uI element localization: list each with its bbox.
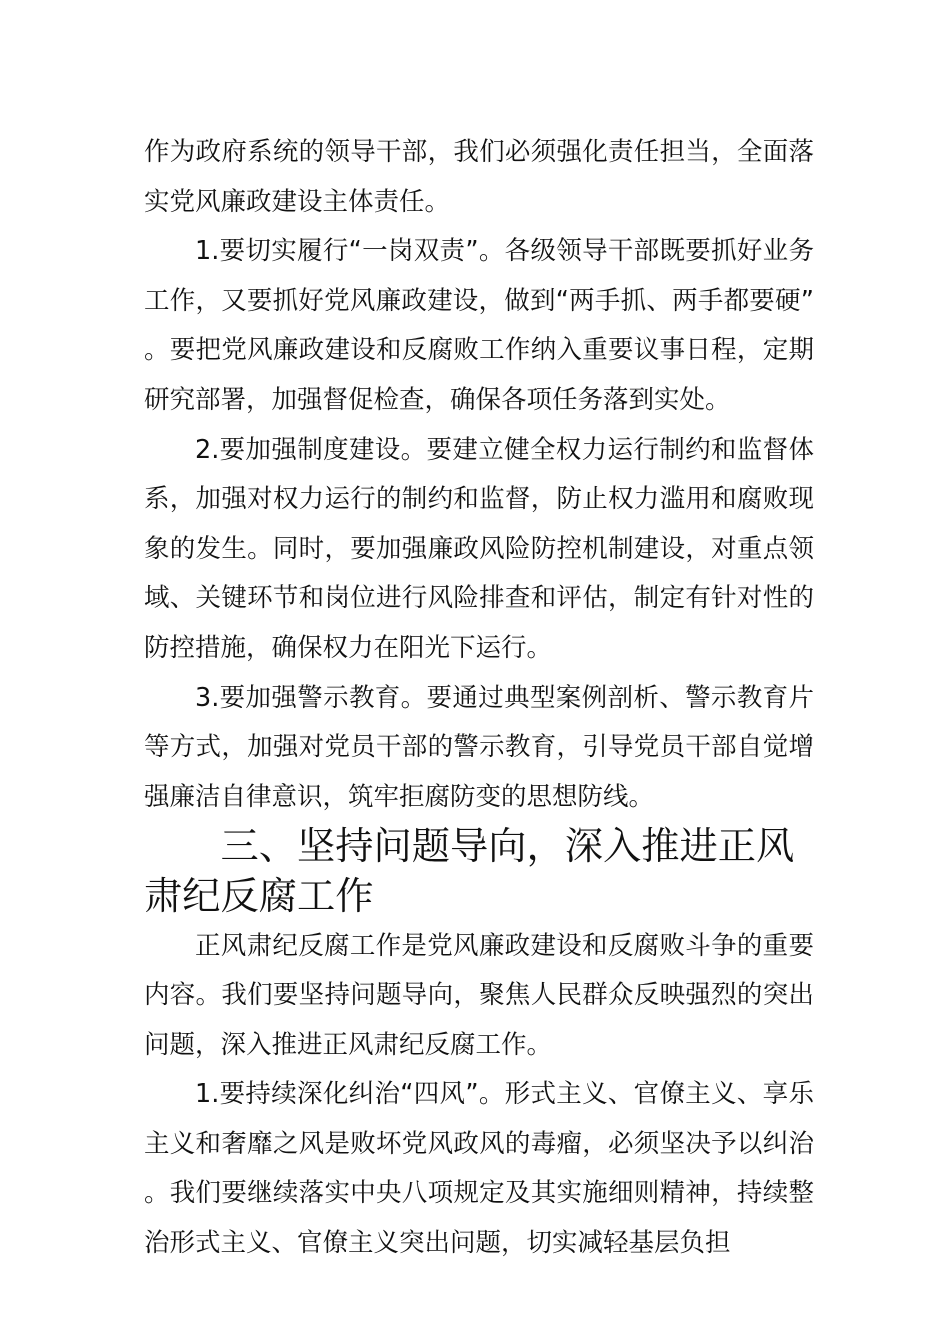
- paragraph-section-item-1: 1.要持续深化纠治“四风”。形式主义、官僚主义、享乐主义和奢靡之风是败坏党风政风的毒瘤，必须坚决予以纠治。我们要继续落实中央八项规定及其实施细则精神，持续整治形式主义、官僚主义突出问题，切实减轻基层负担: [144, 1079, 814, 1259]
- section-heading-3: 三、坚持问题导向，深入推进正风肃纪反腐工作: [144, 824, 795, 919]
- paragraph-item-2: 2.要加强制度建设。要建立健全权力运行制约和监督体系，加强对权力运行的制约和监督，防止权力滥用和腐败现象的发生。同时，要加强廉政风险防控机制建设，对重点领域、关键环节和岗位进行风险排查和评估，制定有针对性的防控措施，确保权力在阳光下运行。: [144, 434, 814, 663]
- paragraph-item-1: 1.要切实履行“一岗双责”。各级领导干部既要抓好业务工作，又要抓好党风廉政建设，做到“两手抓、两手都要硬”。要把党风廉政建设和反腐败工作纳入重要议事日程，定期研究部署，加强督促检查，确保各项任务落到实处。: [144, 236, 814, 415]
- paragraph-item-3: 3.要加强警示教育。要通过典型案例剖析、警示教育片等方式，加强对党员干部的警示教育，引导党员干部自觉增强廉洁自律意识，筑牢拒腐防变的思想防线。: [144, 682, 814, 812]
- paragraph-intro: 作为政府系统的领导干部，我们必须强化责任担当，全面落实党风廉政建设主体责任。: [144, 137, 814, 217]
- document-page: [144, 128, 814, 1269]
- paragraph-section-intro: 正风肃纪反腐工作是党风廉政建设和反腐败斗争的重要内容。我们要坚持问题导向，聚焦人民群众反映强烈的突出问题，深入推进正风肃纪反腐工作。: [144, 930, 814, 1060]
